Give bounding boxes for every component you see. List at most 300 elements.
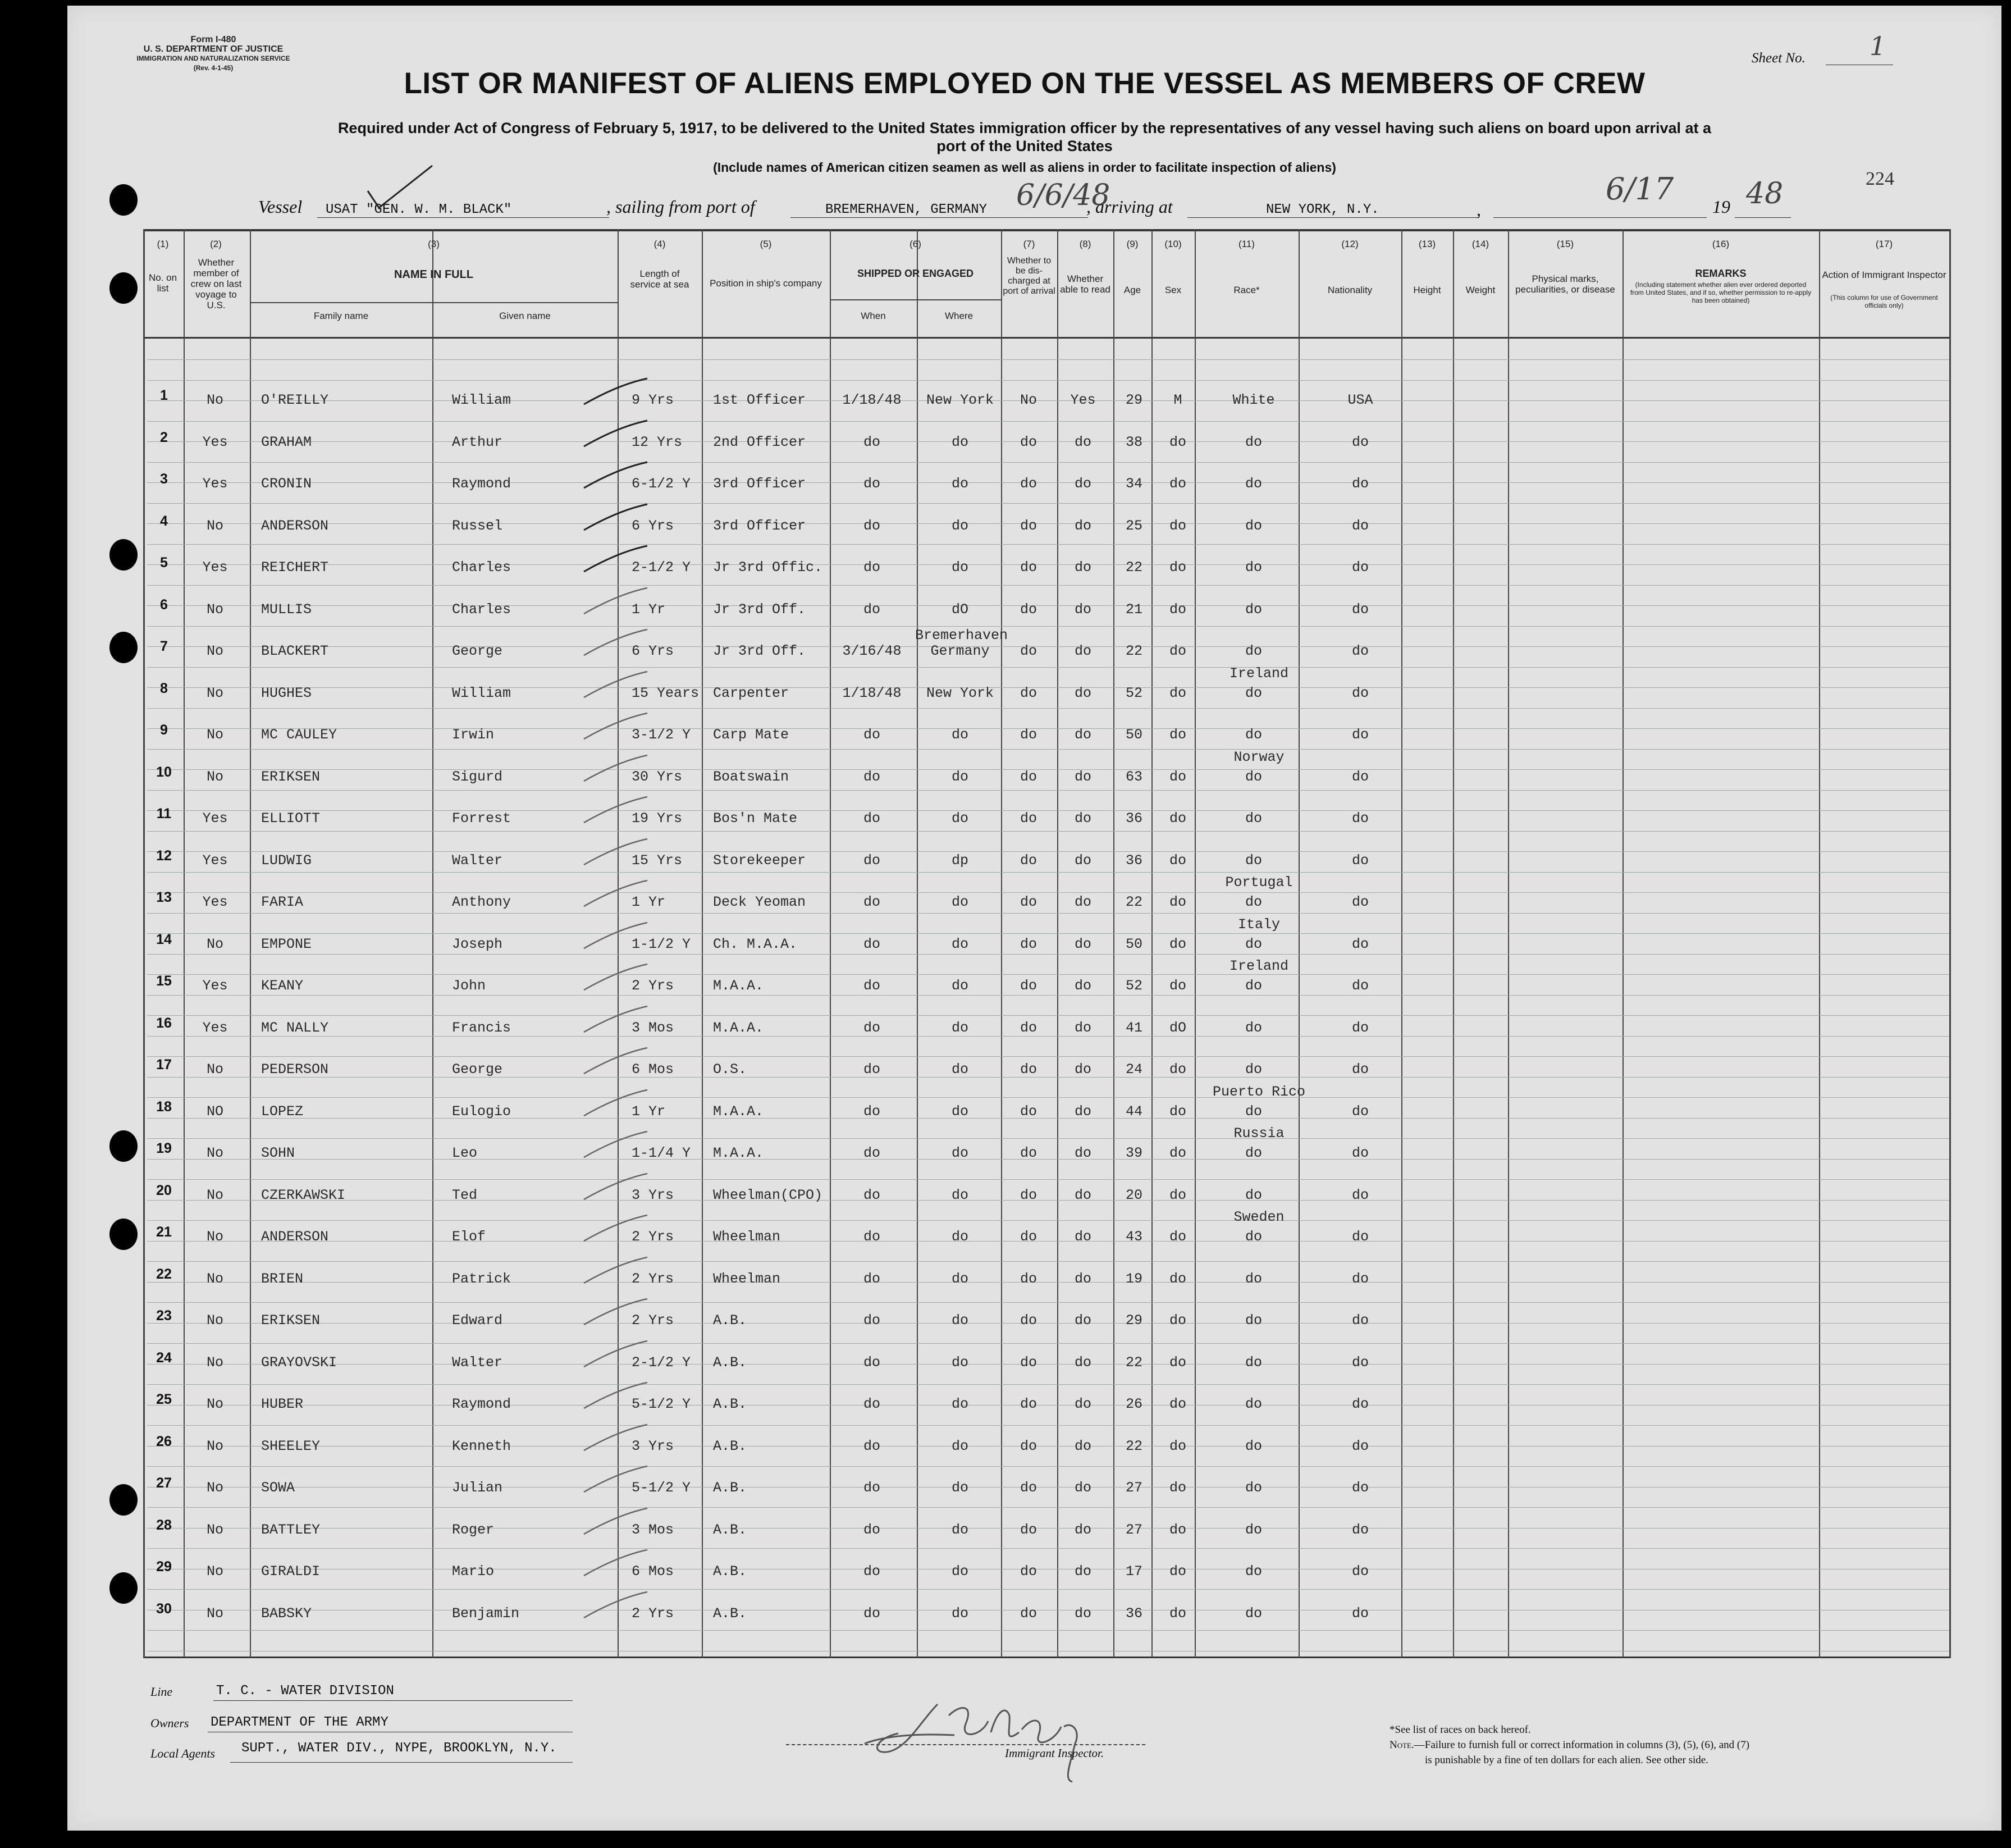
cell-disch: do [1020,685,1037,701]
cell-read: do [1074,810,1091,827]
cell-race-note: Portugal [1225,874,1293,891]
cell-disch: do [1020,1187,1037,1203]
cell-service: 3 Yrs [632,1438,674,1454]
cell-read: do [1074,1522,1091,1538]
cell-prev: No [206,643,223,659]
cell-sex: do [1169,1061,1186,1078]
ruled-line [147,544,1949,545]
ruled-line [147,851,1949,852]
cell-race: do [1245,1145,1262,1161]
ruled-line [147,359,1949,360]
owners-label: Owners [150,1716,189,1730]
row-number: 30 [156,1601,172,1617]
cell-read: do [1074,727,1091,743]
cell-position: Boatswain [713,769,789,785]
pencil-check-mark [581,1004,648,1038]
form-service: IMMIGRATION AND NATURALIZATION SERVICE [136,54,290,62]
cell-position: Carpenter [713,685,789,701]
column-rule [1622,229,1624,1658]
column-rule [1453,229,1454,1658]
cell-when: do [863,1563,880,1580]
cell-sex: do [1169,1522,1186,1538]
cell-age: 36 [1125,852,1142,869]
ruled-line [147,1138,1949,1139]
cell-sex: do [1169,894,1186,910]
cell-family: SOWA [261,1480,295,1496]
checkmark-icon [365,163,438,213]
cell-read: do [1074,476,1091,492]
cell-prev: No [206,601,223,618]
cell-age: 19 [1125,1271,1142,1287]
cell-where: do [951,1396,968,1412]
cell-disch: No [1020,392,1037,408]
ruled-line [147,1507,1949,1508]
cell-position: Ch. M.A.A. [713,936,798,952]
cell-given: George [452,1061,503,1078]
col17-header: Action of Immigrant Inspector [1822,270,1946,280]
column-rule [702,229,703,1658]
cell-sex: do [1169,1438,1186,1454]
cell-prev: Yes [202,978,228,994]
ruled-line [147,790,1949,791]
row-number: 6 [160,597,168,613]
cell-age: 27 [1125,1522,1142,1538]
cell-prev: No [206,1480,223,1496]
cell-where: do [951,1563,968,1580]
cell-family: MULLIS [261,601,312,618]
cell-prev: Yes [202,434,228,450]
pencil-check-mark [581,1088,648,1121]
cell-position: Storekeeper [713,852,806,869]
cell-disch: do [1020,643,1037,659]
cell-sex: do [1169,769,1186,785]
ruled-line [147,872,1949,873]
cell-prev: No [206,936,223,952]
col10-num: (10) [1164,239,1182,249]
row-number: 26 [156,1434,172,1449]
cell-given: Irwin [452,727,495,743]
col15-num: (15) [1556,239,1574,249]
col1-num: (1) [157,239,169,249]
col14-header: Weight [1465,285,1496,295]
cell-family: LUDWIG [261,852,312,869]
cell-nat: do [1351,1229,1369,1245]
page-title: LIST OR MANIFEST OF ALIENS EMPLOYED ON THE VESSEL AS MEMBERS OF CREW [404,67,1646,100]
cell-position: Bos'n Mate [713,810,798,827]
cell-service: 6-1/2 Y [632,476,691,492]
cell-family: BATTLEY [261,1522,321,1538]
cell-disch: do [1020,810,1037,827]
cell-sex: do [1169,1312,1186,1329]
cell-where: do [951,810,968,827]
col1-header: No. on list [148,272,177,294]
cell-disch: do [1020,1061,1037,1078]
cell-service: 2 Yrs [632,978,674,994]
cell-age: 63 [1125,769,1142,785]
cell-sex: do [1169,1480,1186,1496]
cell-race: do [1245,559,1262,576]
cell-when: do [863,978,880,994]
row-number: 16 [156,1015,172,1031]
cell-where: Bremerhaven [915,627,1008,644]
row-number: 5 [160,555,168,571]
cell-age: 44 [1125,1103,1142,1120]
cell-age: 50 [1125,936,1142,952]
ruled-line [147,1097,1949,1098]
cell-disch: do [1020,852,1037,869]
cell-given: Patrick [452,1271,511,1287]
cell-where: do [951,1187,968,1203]
col6-header: SHIPPED OR ENGAGED [857,268,974,279]
cell-race: do [1245,1396,1262,1412]
ruled-line [147,421,1949,422]
cell-age: 22 [1125,894,1142,910]
pencil-check-mark [581,753,648,787]
pencil-check-mark [581,669,648,703]
col5-header: Position in ship's company [710,278,822,289]
col5-num: (5) [760,239,772,249]
pencil-check-mark [581,376,648,410]
cell-where: do [951,1438,968,1454]
col14-num: (14) [1471,239,1489,249]
cell-where: do [951,1271,968,1287]
ruled-line [147,1302,1949,1303]
row-number: 1 [160,387,168,403]
cell-nat: do [1351,810,1369,827]
cell-read: do [1074,559,1091,576]
cell-service: 15 Yrs [632,852,683,869]
form-id-block [129,35,298,73]
subtitle-note: (Include names of American citizen seamen as well as aliens in order to facilitate inspection of aliens) [713,160,1336,175]
cell-position: A.B. [713,1522,747,1538]
pencil-check-mark [581,795,648,828]
cell-when: do [863,1103,880,1120]
cell-race-note: Ireland [1229,958,1289,974]
cell-sex: do [1169,1396,1186,1412]
cell-position: Jr 3rd Off. [713,643,806,659]
cell-read: do [1074,936,1091,952]
vessel-label: Vessel [258,197,303,217]
cell-disch: do [1020,1438,1037,1454]
cell-family: ERIKSEN [261,769,321,785]
cell-family: CZERKAWSKI [261,1187,346,1203]
pencil-check-mark [581,418,648,452]
cell-nat: do [1351,894,1369,910]
cell-where: do [951,476,968,492]
ruled-line [147,462,1949,463]
cell-disch: do [1020,476,1037,492]
cell-race: do [1245,1438,1262,1454]
col6-where-header: Where [944,311,973,321]
row-number: 12 [156,848,172,864]
row-number: 7 [160,638,168,654]
cell-given: William [452,685,511,701]
cell-disch: do [1020,434,1037,450]
cell-disch: do [1020,978,1037,994]
cell-age: 50 [1125,727,1142,743]
cell-when: do [863,1271,880,1287]
row-number: 8 [160,681,168,696]
column-rule [432,229,433,1658]
cell-disch: do [1020,1271,1037,1287]
cell-age: 22 [1125,1354,1142,1371]
ruled-line [147,667,1949,668]
cell-age: 22 [1125,643,1142,659]
cell-family: MC NALLY [261,1020,329,1036]
cell-service: 2 Yrs [632,1229,674,1245]
ruled-line [147,1425,1949,1426]
cell-race-note: Ireland [1229,665,1289,682]
cell-given: Raymond [452,1396,511,1412]
cell-position: Carp Mate [713,727,789,743]
cell-position: 3rd Officer [713,518,806,534]
cell-read: do [1074,1187,1091,1203]
cell-race: do [1245,1061,1262,1078]
cell-when: do [863,1480,880,1496]
cell-position: 2nd Officer [713,434,806,450]
cell-sex: do [1169,1605,1186,1622]
cell-given: Kenneth [452,1438,511,1454]
cell-race: do [1245,434,1262,450]
column-rule [1151,229,1153,1658]
cell-read: do [1074,852,1091,869]
cell-when: do [863,1061,880,1078]
cell-race: do [1245,894,1262,910]
cell-when: do [863,1187,880,1203]
cell-race: do [1245,601,1262,618]
ruled-line [147,1548,1949,1549]
ruled-line [147,933,1949,934]
cell-nat: do [1351,1312,1369,1329]
ruled-line [147,749,1949,750]
cell-service: 3 Mos [632,1522,674,1538]
cell-where: do [951,1312,968,1329]
cell-position: O.S. [713,1061,747,1078]
cell-given: Francis [452,1020,511,1036]
pencil-check-mark [581,1506,648,1540]
cell-where: do [951,978,968,994]
pencil-check-mark [581,460,648,494]
cell-where: do [951,894,968,910]
row-number: 20 [156,1183,172,1198]
pencil-check-mark [581,1297,648,1330]
cell-position: Jr 3rd Off. [713,601,806,618]
cell-race-note: Puerto Rico [1212,1084,1306,1100]
col3-given-header: Given name [499,311,551,321]
cell-service: 1-1/2 Y [632,936,691,952]
stamp-number: 224 [1866,168,1894,189]
pencil-check-mark [581,837,648,870]
cell-disch: do [1020,1522,1037,1538]
cell-service: 2-1/2 Y [632,1354,691,1371]
cell-service: 6 Yrs [632,643,674,659]
col2-header: Whether member of crew on last voyage to U.S. [190,257,242,311]
cell-given: Charles [452,601,511,618]
cell-age: 17 [1125,1563,1142,1580]
cell-race: do [1245,1354,1262,1371]
cell-race: do [1245,1312,1262,1329]
cell-family: SHEELEY [261,1438,321,1454]
cell-when: do [863,727,880,743]
cell-prev: No [206,1354,223,1371]
column-rule [1508,229,1509,1658]
cell-nat: do [1351,1522,1369,1538]
row-number: 14 [156,932,172,947]
ruled-line [147,1036,1949,1037]
cell-given: Mario [452,1563,495,1580]
cell-prev: Yes [202,559,228,576]
row-number: 15 [156,973,172,989]
cell-read: do [1074,1229,1091,1245]
row-number: 4 [160,513,168,529]
cell-prev: No [206,518,223,534]
cell-disch: do [1020,1563,1037,1580]
cell-prev: No [206,685,223,701]
cell-where-line2: Germany [930,643,990,659]
cell-sex: do [1169,1563,1186,1580]
subtitle-line1: Required under Act of Congress of February 5, 1917, to be delivered to the United States immigration officer by the representatives of any vessel having such aliens on board upon arrival at a [337,120,1712,136]
cell-disch: do [1020,518,1037,534]
cell-family: ELLIOTT [261,810,321,827]
cell-family: PEDERSON [261,1061,329,1078]
col3-family-header: Family name [313,311,369,321]
cell-disch: do [1020,1396,1037,1412]
year-suffix: 48 [1746,177,1784,211]
cell-when: do [863,434,880,450]
cell-family: ANDERSON [261,1229,329,1245]
cell-where: dp [951,852,968,869]
penalty-note-line1 [1390,1739,1749,1751]
cell-prev: No [206,1229,223,1245]
cell-when: 1/18/48 [842,685,902,701]
pencil-check-mark [581,1129,648,1163]
year-prefix: 19 [1712,197,1730,217]
cell-given: Arthur [452,434,503,450]
cell-race: do [1245,1563,1262,1580]
cell-age: 34 [1125,476,1142,492]
cell-sex: do [1169,936,1186,952]
col13-num: (13) [1418,239,1436,249]
ruled-line [147,1179,1949,1180]
cell-where: do [951,727,968,743]
cell-when: do [863,1522,880,1538]
cell-prev: No [206,1438,223,1454]
cell-given: Anthony [452,894,511,910]
row-number: 19 [156,1140,172,1156]
row-number: 22 [156,1266,172,1282]
row-number: 18 [156,1099,172,1115]
cell-read: do [1074,894,1091,910]
cell-family: HUGHES [261,685,312,701]
cell-age: 27 [1125,1480,1142,1496]
cell-where: do [951,1061,968,1078]
pencil-check-mark [581,962,648,996]
cell-service: 5-1/2 Y [632,1396,691,1412]
cell-sex: dO [1169,1020,1186,1036]
cell-where: do [951,769,968,785]
cell-disch: do [1020,1229,1037,1245]
cell-nat: do [1351,1438,1369,1454]
cell-position: Jr 3rd Offic. [713,559,823,576]
col3-num: (3) [428,239,440,249]
cell-read: do [1074,1312,1091,1329]
cell-position: A.B. [713,1396,747,1412]
col8-header: Whether able to read [1060,273,1110,295]
cell-race: do [1245,1271,1262,1287]
cell-disch: do [1020,1020,1037,1036]
cell-nat: do [1351,518,1369,534]
races-note: *See list of races on back hereof. [1390,1724,1531,1736]
cell-race: do [1245,727,1262,743]
sheet-label: Sheet No. [1752,51,1806,66]
cell-family: BRIEN [261,1271,304,1287]
cell-prev: Yes [202,476,228,492]
cell-read: do [1074,1103,1091,1120]
cell-race: White [1232,392,1275,408]
cell-sex: do [1169,476,1186,492]
pencil-check-mark [581,544,648,577]
cell-prev: Yes [202,894,228,910]
cell-given: John [452,978,486,994]
col9-header: Age [1123,285,1141,295]
cell-position: M.A.A. [713,1020,764,1036]
cell-nat: do [1351,685,1369,701]
cell-prev: No [206,1271,223,1287]
owners-value: DEPARTMENT OF THE ARMY [211,1715,389,1730]
form-revision: (Rev. 4-1-45) [193,64,234,72]
subtitle-line2: port of the United States [936,138,1113,154]
cell-position: 3rd Officer [713,476,806,492]
ruled-line [147,1261,1949,1262]
cell-given: William [452,392,511,408]
cell-where: do [951,1354,968,1371]
col7-num: (7) [1023,239,1035,249]
cell-service: 19 Yrs [632,810,683,827]
col6-when-header: When [861,311,886,321]
cell-age: 39 [1125,1145,1142,1161]
cell-age: 36 [1125,810,1142,827]
row-number: 2 [160,430,168,445]
cell-race: do [1245,769,1262,785]
cell-when: do [863,1312,880,1329]
cell-service: 1 Yr [632,601,666,618]
row-number: 29 [156,1559,172,1575]
cell-read: do [1074,643,1091,659]
ruled-line [147,1343,1949,1344]
cell-given: Benjamin [452,1605,520,1622]
pencil-check-mark [581,1171,648,1205]
column-rule [1057,229,1058,1658]
cell-position: M.A.A. [713,1145,764,1161]
ruled-line [147,585,1949,586]
cell-service: 6 Mos [632,1061,674,1078]
arrival-date: 6/17 [1606,171,1674,207]
cell-prev: NO [206,1103,223,1120]
cell-disch: do [1020,559,1037,576]
cell-position: Wheelman(CPO) [713,1187,823,1203]
cell-age: 29 [1125,392,1142,408]
row-number: 10 [156,764,172,780]
cell-read: do [1074,601,1091,618]
arriving-port: NEW YORK, N.Y. [1266,202,1379,217]
pencil-check-mark [581,627,648,661]
cell-where: New York [926,685,994,701]
cell-age: 22 [1125,559,1142,576]
cell-service: 2 Yrs [632,1271,674,1287]
cell-prev: No [206,1605,223,1622]
cell-family: EMPONE [261,936,312,952]
cell-when: do [863,1354,880,1371]
